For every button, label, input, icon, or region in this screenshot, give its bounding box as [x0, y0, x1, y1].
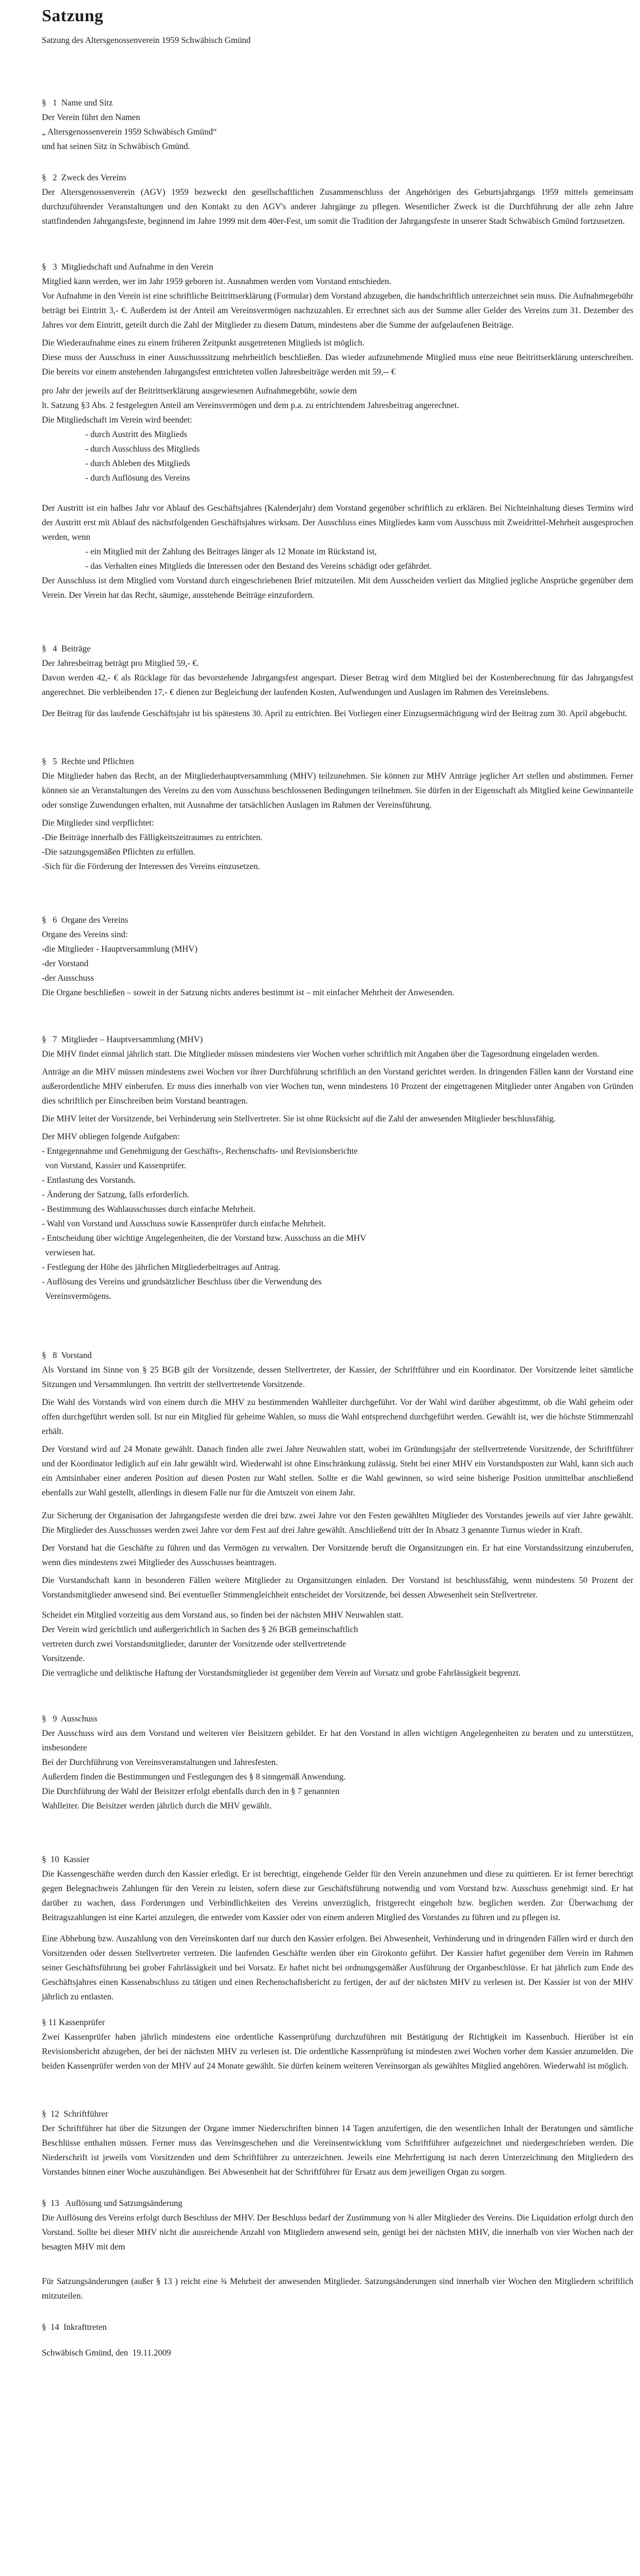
spacer: [42, 603, 633, 642]
section-heading: § 6 Organe des Vereins: [42, 915, 128, 925]
text-line: Bei der Durchführung von Vereinsveranstaltungen und Jahresfesten.: [42, 1758, 278, 1767]
section-heading: § 5 Rechte und Pflichten: [42, 757, 134, 766]
paragraph: Diese muss der Ausschuss in einer Ausschusssitzung mehrheitlich beschließen. Das wieder aufzunehmende Mitglied muss eine neue Beitrittserklärung unterschreiben. Die bereits vor einem anstehenden Jahrgangsfest entrichteten vollen Jahresbeiträge werden mit 59,-- €: [42, 353, 633, 377]
section-heading: § 14 Inkrafttreten: [42, 2323, 107, 2332]
spacer: [42, 486, 633, 501]
section-heading: § 1 Name und Sitz: [42, 98, 113, 108]
document-body: [42, 3, 633, 2361]
text-line: pro Jahr der jeweils auf der Beitrittserklärung ausgewiesenen Aufnahmegebühr, sowie dem: [42, 386, 357, 396]
text-line: Der Verein führt den Namen: [42, 113, 141, 122]
text-line: Die Durchführung der Wahl der Beisitzer erfolgt ebenfalls durch den in § 7 genannten: [42, 1787, 340, 1796]
paragraph: Die MHV findet einmal jährlich statt. Die Mitglieder müssen mindestens vier Wochen vorher schriftlich mit Angaben über die Tagesordnung eingeladen werden.: [42, 1049, 599, 1059]
paragraph: Zur Sicherung der Organisation der Jahrgangsfeste werden die drei bzw. zwei Jahre vor den Festen gewählten Mitglieder des Vorstandes jeweils auf vier Jahre gewählt. Die Mitglieder des Ausschusses werden zwei Jahre vor dem Fest auf drei Jahre gewählt. Anschließend tritt der In Absatz 3 genannte Turnus wieder in Kraft.: [42, 1511, 633, 1535]
paragraph: Die Mitglieder haben das Recht, an der Mitgliederhauptversammlung (MHV) teilzunehmen. Sie können zur MHV Anträge jeglicher Art stellen und abstimmen. Ferner können sie an Veranstaltungen des Vereins zu den vom Ausschuss beschlossenen Bedingungen teilnehmen. Sie dürfen in der Eigenschaft als Mitglied keine Gewinnanteile oder sonstige Zuwendungen erhalten, mit Ausnahme der tatsächlichen Auslagen im Rahmen der Vereinsführung.: [42, 771, 633, 810]
text-line: Scheidet ein Mitglied vorzeitig aus dem Vorstand aus, so finden bei der nächsten MHV Neuwahlen statt.: [42, 1610, 403, 1620]
list-item: - Auflösung des Vereins und grundsätzlicher Beschluss über die Verwendung des: [42, 1277, 322, 1287]
paragraph: Eine Abhebung bzw. Auszahlung von den Vereinskonten darf nur durch den Kassier erfolgen. Bei Abwesenheit, Verhinderung und in dringenden Fällen wird er durch den Vorsitzenden oder dessen Stellvertreter vertreten. Die laufenden Geschäfte werden über ein Girokonto geführt. Der Kassier haftet gegenüber dem Verein im Rahmen seiner Geschäftsführung bei grober Fahrlässigkeit und bei Vorsatz. Er haftet nicht bei ordnungsgemäßer Ausführung der Organbeschlüsse. Er hat jährlich zum Ende des Geschäftsjahres einen Kassenabschluss zu tätigen und einen Rechenschaftsbericht zu fertigen, der auf der nächsten MHV zu verlesen ist. Der Kassier ist von der MHV jährlich zu entlasten.: [42, 1934, 633, 2002]
list-item: -Die Beiträge innerhalb des Fälligkeitszeitraumes zu entrichten.: [42, 833, 263, 842]
spacer: [42, 1603, 633, 1608]
paragraph: Der Ausschluss ist dem Mitglied vom Vorstand durch eingeschriebenen Brief mitzuteilen. Mit dem Ausscheiden verliert das Mitglied jegliche Ansprüche gegenüber dem Verein. Der Verein hat das Recht, säumige, ausstehende Beiträge einzufordern.: [42, 576, 633, 600]
list-item: -die Mitglieder - Hauptversammlung (MHV): [42, 944, 198, 954]
list-item: - Festlegung der Höhe des jährlichen Mitgliederbeitrages auf Antrag.: [42, 1263, 281, 1272]
spacer: [42, 1925, 633, 1932]
text-line: Der Verein wird gerichtlich und außergerichtlich in Sachen des § 26 BGB gemeinschaftlich: [42, 1625, 358, 1634]
paragraph: Anträge an die MHV müssen mindestens zwei Wochen vor ihrer Durchführung schriftlich an den Vorstand gerichtet werden. In dringenden Fällen kann der Vorstand eine außerordentliche MHV einberufen. Er muss dies innerhalb von vier Wochen tun, wenn mindestens 10 Prozent der eingetragenen Mitglieder unter Angaben von Gründen dies schriftlich per Einschreiben beim Vorstand beantragen.: [42, 1067, 633, 1106]
spacer: [42, 1500, 633, 1509]
list-item: - Entgegennahme und Genehmigung der Geschäfts-, Rechenschafts- und Revisionsberichte: [42, 1147, 358, 1156]
list-item-continuation: Vereinsvermögens.: [45, 1292, 112, 1301]
text-line: Die Organe beschließen – soweit in der Satzung nichts anderes bestimmt ist – mit einfacher Mehrheit der Anwesenden.: [42, 988, 455, 997]
spacer: [42, 48, 633, 96]
text-line: und hat seinen Sitz in Schwäbisch Gmünd.: [42, 142, 190, 151]
text-line: Die Wiederaufnahme eines zu einem früheren Zeitpunkt ausgetretenen Mitglieds ist möglich.: [42, 338, 364, 348]
text-line: Die Mitgliedschaft im Verein wird beendet:: [42, 415, 193, 425]
list-item: - ein Mitglied mit der Zahlung des Beitrages länger als 12 Monate im Rückstand ist,: [85, 547, 377, 557]
spacer: [42, 2180, 633, 2196]
list-item: -Die satzungsgemäßen Pflichten zu erfüllen.: [42, 847, 196, 857]
list-item: - Änderung der Satzung, falls erforderlich.: [42, 1190, 189, 1200]
section-heading: § 9 Ausschuss: [42, 1714, 98, 1724]
section-heading: § 3 Mitgliedschaft und Aufnahme in den Verein: [42, 262, 214, 272]
paragraph: Davon werden 42,- € als Rücklage für das bevorstehende Jahrgangsfest angespart. Dieser Betrag wird dem Mitglied bei der Kostenberechnung für das Jahrgangsfest angerechnet. Die verbleibenden 17,- € dienen zur Begleichung der laufenden Kosten, Aufwendungen und Auslagen im Rahmen des Vereinslebens.: [42, 673, 633, 697]
spacer: [42, 1814, 633, 1853]
list-item: - Bestimmung des Wahlausschusses durch einfache Mehrheit.: [42, 1205, 256, 1214]
paragraph: Der Austritt ist ein halbes Jahr vor Ablauf des Geschäftsjahres (Kalenderjahr) dem Vorstand gegenüber schriftlich zu erklären. Bei Nichteinhaltung dieses Termins wird der Austritt erst mit Ablauf des nächstfolgenden Geschäftsjahres wirksam. Der Ausschluss eines Mitgliedes kann vom Ausschuss mit Zweidrittel-Mehrheit ausgesprochen werden, wenn: [42, 503, 633, 542]
paragraph: Der Ausschuss wird aus dem Vorstand und weiteren vier Beisitzern gebildet. Er hat den Vorstand in allen wichtigen Angelegenheiten zu beraten und zu unterstützen, insbesondere: [42, 1729, 633, 1753]
section-heading: § 2 Zweck des Vereins: [42, 173, 127, 183]
text-line: Der MHV obliegen folgende Aufgaben:: [42, 1132, 180, 1141]
paragraph: Zwei Kassenprüfer haben jährlich mindestens eine ordentliche Kassenprüfung durchzuführen mit Bestätigung der Richtigkeit im Kassenbuch. Hierüber ist ein Revisionsbericht abzugeben, der bei der nächsten MHV zu verlesen ist. Die ordentliche Kassenprüfung ist mindesten zwei Wochen vorher dem Kassier anzumelden. Die beiden Kassenprüfer werden von der MHV auf 24 Monate gewählt. Sie dürfen keinem weiteren Vereinsorgan als gewähltes Mitglied angehören. Wiederwahl ist möglich.: [42, 2032, 633, 2071]
list-item: - Wahl von Vorstand und Ausschuss sowie Kassenprüfer durch einfache Mehrheit.: [42, 1219, 326, 1229]
document-subtitle: Satzung des Altersgenossenverein 1959 Schwäbisch Gmünd: [42, 36, 251, 45]
list-item: - durch Austritt des Mitglieds: [85, 430, 187, 439]
list-item: - durch Ableben des Mitglieds: [85, 459, 190, 468]
paragraph: Der Schriftführer hat über die Sitzungen der Organe immer Niederschriften binnen 14 Tagen anzufertigen, die den wesentlichen Inhalt der Beratungen und sämtliche Beschlüsse enthalten müssen. Ferner muss das Vereinsgeschehen und die Vereinsentwicklung vom Schriftführer aufgezeichnet und niedergeschrieben werden. Die Niederschrift ist jeweils vom Vorsitzenden und dem Schriftführer zu unterzeichnen. Jeweils eine Mehrfertigung ist nach deren Unterzeichnung den Mitgliedern des Vorstandes binnen einer Woche auszuhändigen. Bei Abwesenheit hat der Schriftführer für Ersatz aus dem jeweiligen Organ zu sorgen.: [42, 2124, 633, 2177]
paragraph: Die Kassengeschäfte werden durch den Kassier erledigt. Er ist berechtigt, eingehende Gelder für den Verein anzunehmen und diese zu quittieren. Er ist ferner berechtigt gegen Belegnachweis Zahlungen für den Verein zu leisten, sofern diese zur Geschäftsführung notwendig und vom Vorstand bzw. Ausschuss genehmigt sind. Er hat darüber zu wachen, dass Forderungen und Verbindlichkeiten des Vereins unverzüglich, fristgerecht eingeholt bzw. beglichen werden. Zur Überwachung der Beitragszahlungen ist eine Kartei anzulegen, die entweder vom Kassier oder von einem anderen Mitglied des Vorstandes zu führen und zu pflegen ist.: [42, 1869, 633, 1922]
text-line: Die vertragliche und deliktische Haftung der Vorstandsmitglieder ist gegenüber dem Verein auf Vorsatz und grobe Fahrlässigkeit begrenzt.: [42, 1668, 521, 1678]
list-item: - Entlastung des Vorstands.: [42, 1176, 136, 1185]
list-item: - durch Ausschluss des Mitglieds: [85, 444, 200, 454]
spacer: [42, 154, 633, 171]
spacer: [42, 1304, 633, 1349]
list-item-continuation: von Vorstand, Kassier und Kassenprüfer.: [45, 1161, 186, 1171]
paragraph: Die Vorstandschaft kann in besonderen Fällen weitere Mitglieder zu Organsitzungen einladen. Der Vorstand ist beschlussfähig, wenn mindestens 50 Prozent der Vorstandsmitglieder anwesend sind. Bei eventueller Stimmengleichheit entscheidet der Vorsitzende, bei dessen Abwesenheit sein Stellvertreter.: [42, 1576, 633, 1600]
section-heading: § 4 Beiträge: [42, 644, 91, 654]
spacer: [42, 874, 633, 913]
text-line: Mitglied kann werden, wer im Jahr 1959 geboren ist. Ausnahmen werden vom Vorstand entschieden.: [42, 277, 392, 286]
section-heading: § 7 Mitglieder – Hauptversammlung (MHV): [42, 1035, 203, 1044]
spacer: [42, 1681, 633, 1712]
text-line: „ Altersgenossenverein 1959 Schwäbisch Gmünd“: [42, 127, 217, 137]
paragraph: Die Wahl des Vorstands wird von einem durch die MHV zu bestimmenden Wahlleiter durchgeführt. Vor der Wahl wird darüber abgestimmt, ob die Wahl geheim oder offen durchgeführt werden soll. Ist nur ein Mitglied für geheime Wahlen, so muss die Wahl entsprechend durchgeführt werden. Gewählt ist, wer die höchste Stimmenzahl erhält.: [42, 1398, 633, 1436]
paragraph: Der Beitrag für das laufende Geschäftsjahr ist bis spätestens 30. April zu entrichten. Bei Vorliegen einer Einzugsermächtigung wird der Beitrag zum 30. April abgebucht.: [42, 709, 628, 718]
spacer: [42, 2304, 633, 2320]
list-item: -der Ausschuss: [42, 973, 94, 983]
paragraph: Als Vorstand im Sinne von § 25 BGB gilt der Vorsitzende, dessen Stellvertreter, der Kassier, der Schriftführer und ein Koordinator. Der Vorsitzende leitet sämtliche Sitzungen und Versammlungen. Ihn vertritt der stellvertretende Vorsitzende.: [42, 1365, 633, 1389]
list-item: - Entscheidung über wichtige Angelegenheiten, die der Vorstand bzw. Ausschuss an die MHV: [42, 1234, 367, 1243]
list-item-continuation: verwiesen hat.: [45, 1248, 95, 1258]
list-item: -der Vorstand: [42, 959, 89, 968]
spacer: [42, 2004, 633, 2016]
section-heading: § 13 Auflösung und Satzungsänderung: [42, 2199, 182, 2208]
spacer: [42, 2074, 633, 2107]
paragraph: Der Altersgenossenverein (AGV) 1959 bezweckt den gesellschaftlichen Zusammenschluss der Angehörigen des Geburtsjahrgangs 1959 mittels gemeinsam durchzuführender Veranstaltungen und den Kontakt zu den AGV's anderer Jahrgänge zu pflegen. Wesentlicher Zweck ist die Durchführung der alle zehn Jahre stattfindenden Jahrgangsfeste, beginnend im Jahre 1999 mit dem 40er-Fest, um somit die Tradition der Jahrgangsfeste in unserer Stadt Schwäbisch Gmünd fortzusetzen.: [42, 188, 633, 226]
paragraph: Für Satzungsänderungen (außer § 13 ) reicht eine ¾ Mehrheit der anwesenden Mitglieder. Satzungsänderungen sind innerhalb vier Wochen den Mitgliedern schriftlich mitzuteilen.: [42, 2277, 633, 2301]
paragraph: Die Auflösung des Vereins erfolgt durch Beschluss der MHV. Der Beschluss bedarf der Zustimmung von ¾ aller Mitglieder des Vereins. Die Liquidation erfolgt durch den Vorstand. Sollte bei dieser MHV nicht die ausreichende Anzahl von Mitgliedern anwesend sein, genügt bei der nächsten MHV, die innerhalb von vier Wochen nach der besagten MHV mit dem: [42, 2213, 633, 2252]
paragraph: Der Vorstand wird auf 24 Monate gewählt. Danach finden alle zwei Jahre Neuwahlen statt, wobei im Gründungsjahr der stellvertretende Vorsitzende, der Schriftführer und der Koordinator lediglich auf ein Jahr gewählt wird. Wiederwahl ist ohne Einschränkung zulässig. Steht bei einer MHV ein Vorstandsposten zur Wahl, kann sich auch ein Amtsinhaber einer anderen Position auf diesen Posten zur Wahl stellen. Sollte er die Wahl gewinnen, so wird seine bisherige Position unmittelbar anschließend ebenfalls zur Wahl gestellt, allerdings in diesem Falle nur für die Amtszeit von einem Jahr.: [42, 1445, 633, 1498]
text-line: Wahlleiter. Die Beisitzer werden jährlich durch die MHV gewählt.: [42, 1801, 272, 1811]
list-item: - das Verhalten eines Mitglieds die Interessen oder den Bestand des Vereins schädigt oder gefährdet.: [85, 562, 432, 571]
text-line: lt. Satzung §3 Abs. 2 festgelegten Anteil am Vereinsvermögen und dem p.a. zu entrichtendem Jahresbeitrag angerechnet.: [42, 401, 459, 410]
text-line: Der Jahresbeitrag beträgt pro Mitglied 59,- €.: [42, 659, 199, 668]
spacer: [42, 2254, 633, 2275]
spacer: [42, 1000, 633, 1033]
text-line: Die Mitglieder sind verpflichtet:: [42, 818, 155, 828]
section-heading: § 10 Kassier: [42, 1855, 90, 1864]
list-item: - durch Auflösung des Vereins: [85, 473, 190, 483]
document-title: Satzung: [42, 6, 104, 25]
spacer: [42, 721, 633, 755]
text-line: Außerdem finden die Bestimmungen und Festlegungen des § 8 sinngemäß Anwendung.: [42, 1772, 346, 1782]
text-line: Organe des Vereins sind:: [42, 930, 128, 939]
text-line: Vorsitzende.: [42, 1654, 85, 1663]
section-heading: § 12 Schriftführer: [42, 2109, 108, 2119]
spacer: [42, 28, 633, 33]
text-line: vertreten durch zwei Vorstandsmitglieder, darunter der Vorsitzende oder stellvertretende: [42, 1639, 347, 1649]
section-heading: § 8 Vorstand: [42, 1351, 92, 1360]
paragraph: Der Vorstand hat die Geschäfte zu führen und das Vermögen zu verwalten. Der Vorsitzende beruft die Organsitzungen ein. Er hat eine Vorstandssitzung einzuberufen, wenn dies mindestens zwei Mitglieder des Ausschusses beantragen.: [42, 1543, 633, 1567]
spacer: [42, 2335, 633, 2346]
text-line: Schwäbisch Gmünd, den 19.11.2009: [42, 2348, 171, 2358]
list-item: -Sich für die Förderung der Interessen des Vereins einzusetzen.: [42, 862, 260, 871]
spacer: [42, 380, 633, 384]
spacer: [42, 229, 633, 260]
section-heading: § 11 Kassenprüfer: [42, 2018, 105, 2027]
paragraph: Vor Aufnahme in den Verein ist eine schriftliche Beitrittserklärung (Formular) dem Vorstand abzugeben, die handschriftlich unterzeichnet sein muss. Die Aufnahmegebühr beträgt bei Eintritt 3,- €. Außerdem ist der Anteil am Vereinsvermögen nachzuzahlen. Er errechnet sich aus der Summe aller Gelder des Vereins zum 31. Dezember des Jahres vor dem Eintritt, geteilt durch die Zahl der Mitglieder zu diesem Datum, mindestens aber die Summe der aufgelaufenen Beiträge.: [42, 291, 633, 330]
paragraph: Die MHV leitet der Vorsitzende, bei Verhinderung sein Stellvertreter. Sie ist ohne Rücksicht auf die Zahl der anwesenden Mitglieder beschlussfähig.: [42, 1114, 556, 1124]
spacer: [42, 700, 633, 707]
